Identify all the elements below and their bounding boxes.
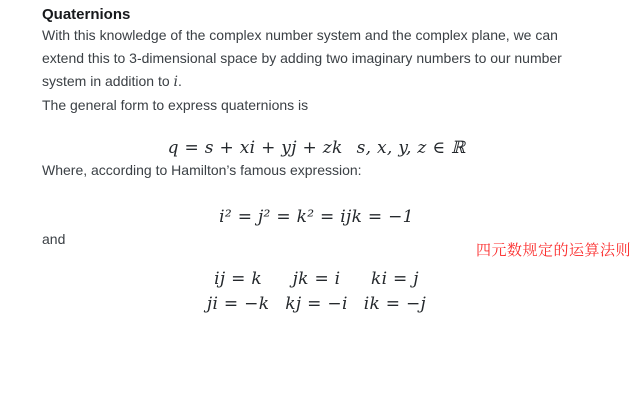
intro-line-3-period: . — [178, 73, 182, 89]
general-form-lead: The general form to express quaternions is — [42, 97, 309, 113]
intro-line-3 — [42, 70, 591, 94]
intro-line-3-text: system in addition to — [42, 73, 174, 89]
intro-line-1: With this knowledge of the complex number system and the complex plane, we can — [42, 27, 558, 43]
hamilton-formula: i² = j² = k² = ijk = −1 — [219, 207, 414, 227]
connector-text: and — [42, 231, 66, 247]
hamilton-lead: Where, according to Hamilton’s famous expression: — [42, 162, 362, 178]
mul-cell-kj: kj = −i — [285, 294, 348, 314]
page-title: Quaternions — [42, 6, 131, 23]
quaternion-multiplication-table — [42, 267, 591, 316]
quaternion-formula-constraint: s, x, y, z ∈ ℝ — [356, 138, 466, 158]
mul-cell-ij: ij = k — [214, 269, 263, 289]
quaternion-general-formula — [42, 137, 591, 159]
quaternion-formula-main: q = s + xi + yj + zk — [167, 138, 343, 158]
chinese-annotation: 四元数规定的运算法则 — [475, 242, 631, 259]
mul-cell-ji: ji = −k — [206, 294, 270, 314]
math-var-i: i — [173, 74, 178, 90]
intro-paragraph — [42, 24, 591, 94]
mul-cell-jk: jk = i — [292, 269, 341, 289]
intro-line-2: extend this to 3-dimensional space by adding two imaginary numbers to our number — [42, 50, 562, 66]
mul-cell-ki: ki = j — [370, 269, 419, 289]
mul-cell-ik: ik = −j — [363, 294, 427, 314]
